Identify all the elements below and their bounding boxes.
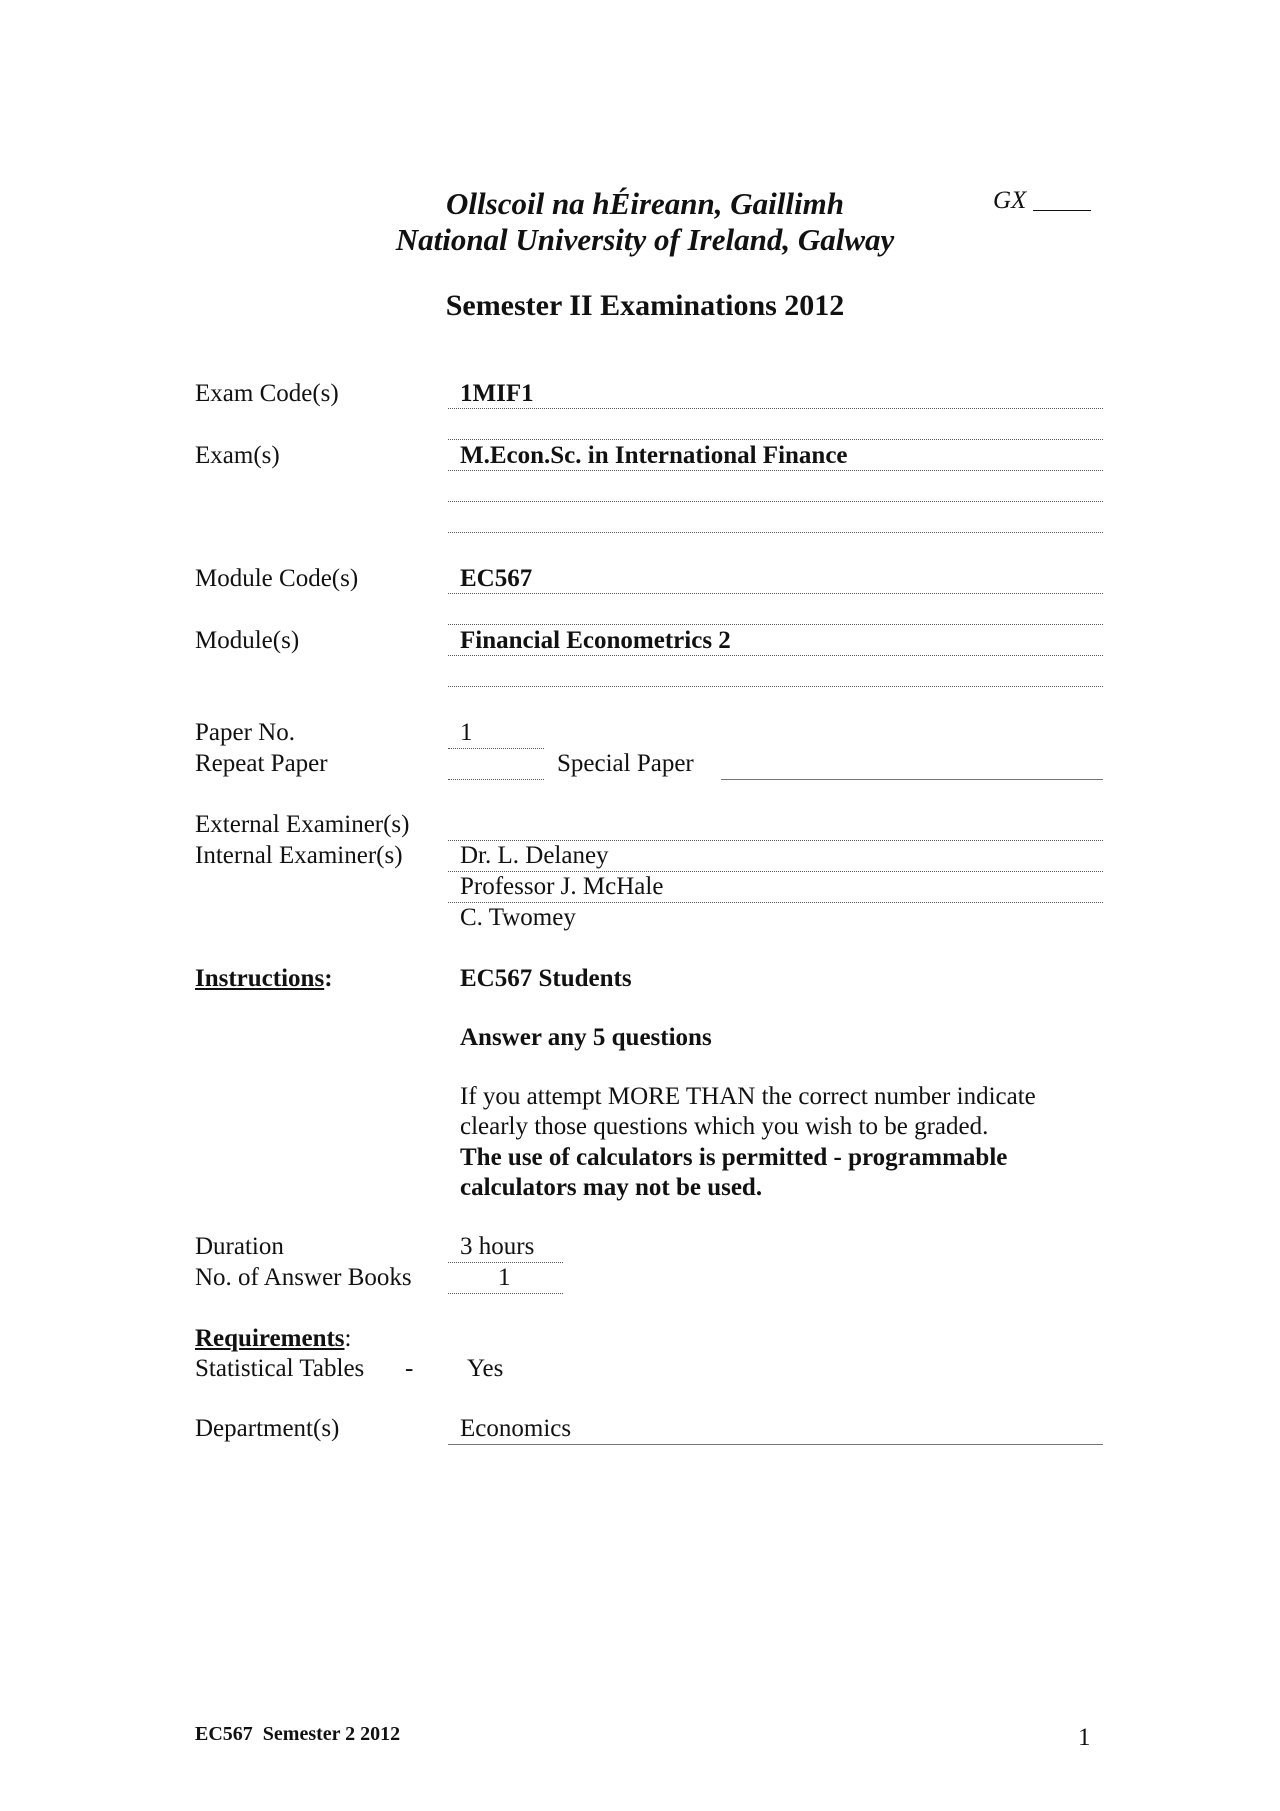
exam-title: Semester II Examinations 2012: [445, 289, 845, 322]
requirements-colon: :: [344, 1325, 352, 1352]
repeat-paper-label: Repeat Paper: [195, 750, 328, 777]
paper-no-label: Paper No.: [195, 719, 295, 746]
university-name-english: National University of Ireland, Galway: [395, 222, 895, 257]
duration-label: Duration: [195, 1233, 284, 1260]
exam-codes-label: Exam Code(s): [195, 380, 339, 407]
exam-codes-rule-2: [448, 439, 1103, 440]
page-number: 1: [1078, 1724, 1091, 1751]
instructions-calculators-line-1: The use of calculators is permitted - programmable: [460, 1144, 1008, 1171]
modules-rule: [448, 655, 1103, 656]
module-codes-rule-2: [448, 624, 1103, 625]
duration-value: 3 hours: [460, 1233, 535, 1260]
answer-books-value: 1: [498, 1264, 511, 1291]
external-examiners-label: External Examiner(s): [195, 811, 410, 838]
statistical-tables-label: Statistical Tables: [195, 1355, 365, 1382]
modules-rule-2: [448, 686, 1103, 687]
answer-books-label: No. of Answer Books: [195, 1264, 412, 1291]
special-paper-label: Special Paper: [557, 750, 694, 777]
repeat-paper-rule: [448, 779, 544, 780]
internal-examiner-2: Professor J. McHale: [460, 873, 664, 900]
statistical-tables-dash: -: [405, 1355, 414, 1382]
instructions-students: EC567 Students: [460, 965, 632, 992]
gx-label: GX: [993, 187, 1027, 214]
exams-rule-3: [448, 532, 1103, 533]
instructions-calculators-line-2: calculators may not be used.: [460, 1174, 763, 1201]
gx-blank-line: [1033, 210, 1091, 211]
paper-no-rule: [448, 748, 544, 749]
footer-module-semester: EC567 Semester 2 2012: [195, 1723, 401, 1745]
instructions-colon: :: [324, 965, 333, 992]
instructions-label-wrap: [195, 964, 333, 994]
modules-label: Module(s): [195, 627, 300, 654]
requirements-label-wrap: [195, 1324, 351, 1354]
module-codes-value: EC567: [460, 565, 533, 592]
module-codes-label: Module Code(s): [195, 565, 359, 592]
instructions-label: Instructions: [195, 965, 325, 992]
exams-label: Exam(s): [195, 442, 280, 469]
instructions-attempt-line-1: If you attempt MORE THAN the correct number indicate: [460, 1083, 1036, 1110]
instructions-answer: Answer any 5 questions: [460, 1024, 712, 1051]
departments-label: Department(s): [195, 1415, 340, 1442]
modules-value: Financial Econometrics 2: [460, 627, 731, 654]
internal-examiner-3: C. Twomey: [460, 904, 576, 931]
exam-codes-rule: [448, 408, 1103, 409]
module-codes-rule: [448, 593, 1103, 594]
instructions-attempt-line-2: clearly those questions which you wish to be graded.: [460, 1113, 989, 1140]
exams-rule-2: [448, 501, 1103, 502]
internal-examiners-label: Internal Examiner(s): [195, 842, 403, 869]
statistical-tables-value: Yes: [467, 1355, 504, 1382]
exam-codes-value: 1MIF1: [460, 380, 534, 407]
exams-rule: [448, 470, 1103, 471]
exams-value: M.Econ.Sc. in International Finance: [460, 442, 848, 469]
paper-no-value: 1: [460, 719, 473, 746]
special-paper-rule: [721, 779, 1103, 780]
requirements-label: Requirements: [195, 1325, 345, 1352]
departments-value: Economics: [460, 1415, 572, 1442]
internal-examiner-1: Dr. L. Delaney: [460, 842, 609, 869]
departments-rule: [448, 1444, 1103, 1445]
university-name-irish: Ollscoil na hÉireann, Gaillimh: [446, 186, 844, 221]
answer-books-rule: [448, 1293, 563, 1294]
